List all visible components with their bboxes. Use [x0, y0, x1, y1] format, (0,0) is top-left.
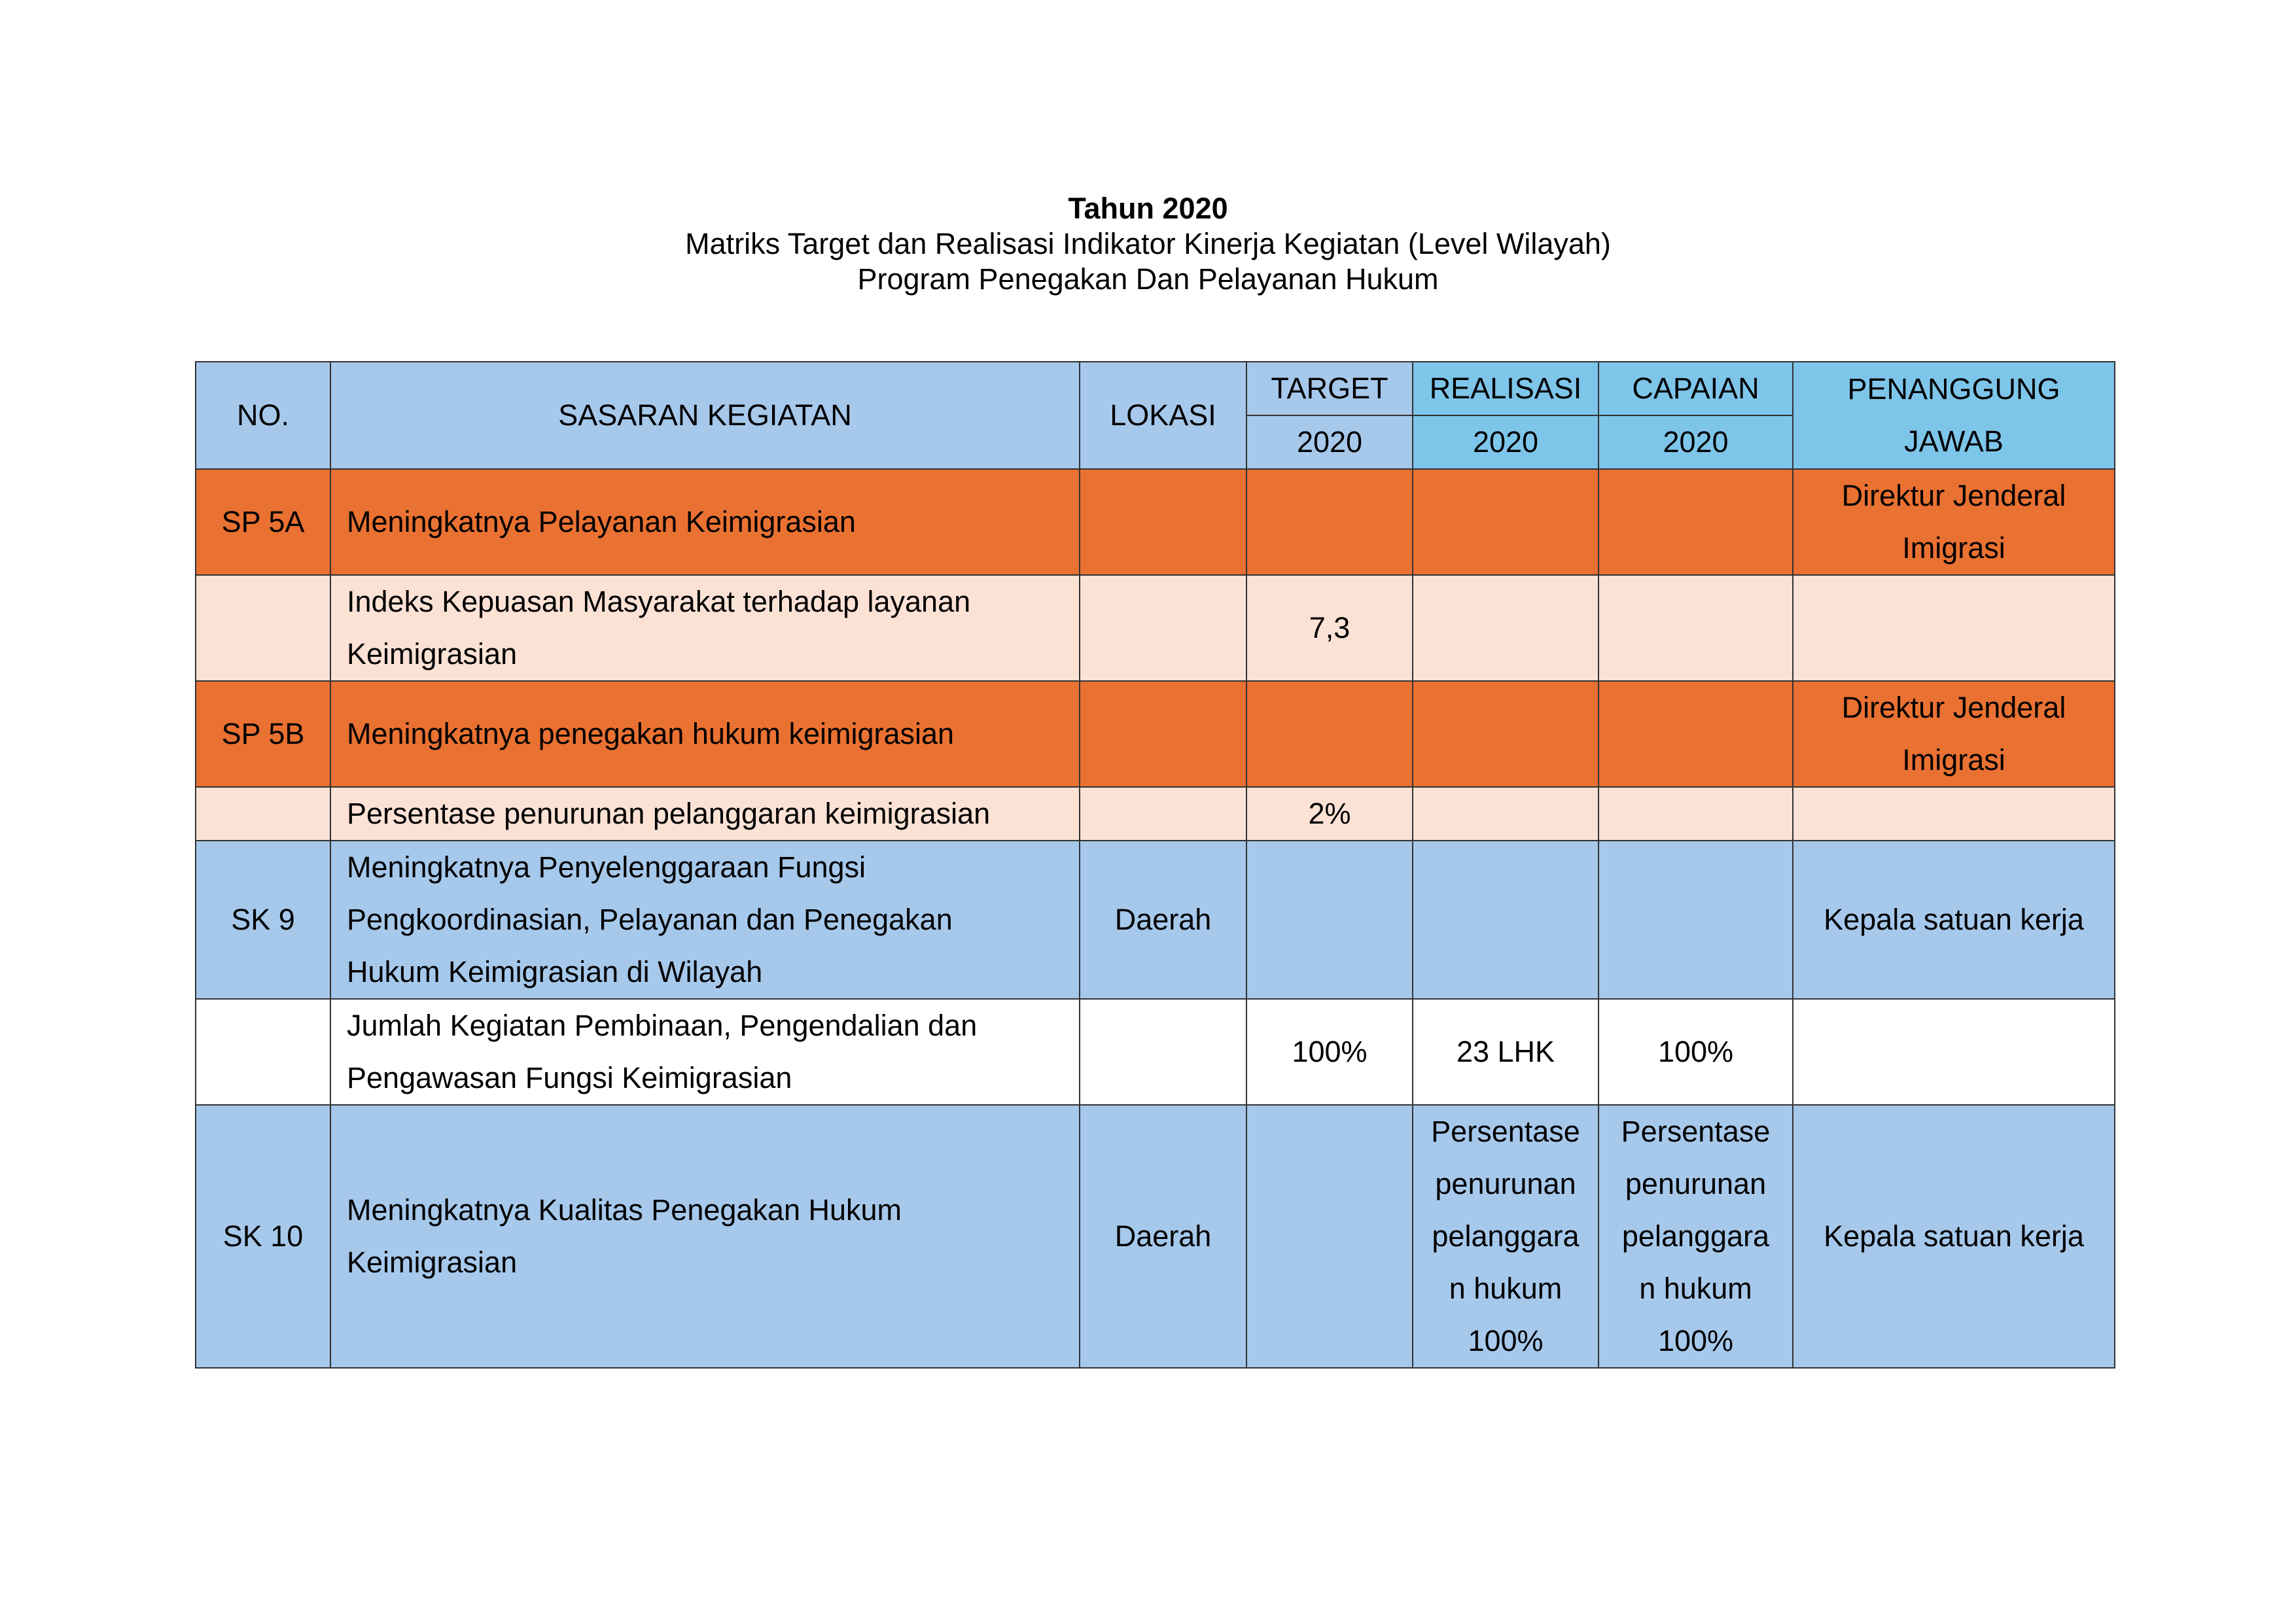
cell-sasaran-line: Pengawasan Fungsi Keimigrasian	[347, 1061, 792, 1094]
cell-pj	[1793, 999, 2115, 1105]
table-row	[196, 1105, 2115, 1368]
cell-target: 7,3	[1246, 575, 1413, 681]
table-row	[196, 999, 2115, 1105]
cell-target	[1246, 841, 1413, 999]
document-heading	[0, 191, 2296, 297]
cell-target	[1246, 681, 1413, 787]
cell-pj-line: Kepala satuan kerja	[1824, 903, 2084, 936]
cell-lokasi	[1080, 469, 1246, 575]
cell-capaian	[1598, 999, 1793, 1105]
table-row	[196, 681, 2115, 787]
cell-sasaran-line: Indeks Kepuasan Masyarakat terhadap layanan	[347, 585, 971, 618]
cell-realisasi	[1413, 999, 1598, 1105]
matrix-body	[196, 469, 2115, 1368]
table-row	[196, 841, 2115, 999]
cell-realisasi	[1413, 787, 1598, 841]
cell-sasaran	[330, 1105, 1080, 1368]
header-capaian: CAPAIAN	[1598, 362, 1793, 415]
header-pj-line2: JAWAB	[1904, 425, 2004, 458]
cell-lokasi: Daerah	[1080, 841, 1246, 999]
cell-pj	[1793, 575, 2115, 681]
cell-lokasi: Daerah	[1080, 1105, 1246, 1368]
table-row	[196, 787, 2115, 841]
header-sasaran-kegiatan: SASARAN KEGIATAN	[330, 362, 1080, 469]
cell-sasaran-line: Pengkoordinasian, Pelayanan dan Penegakan	[347, 903, 953, 936]
cell-no: SK 10	[196, 1105, 330, 1368]
header-row	[196, 362, 2115, 415]
cell-realisasi-line: pelanggara	[1432, 1219, 1580, 1253]
header-target-year: 2020	[1246, 415, 1413, 469]
cell-target: 100%	[1246, 999, 1413, 1105]
header-capaian-year: 2020	[1598, 415, 1793, 469]
cell-sasaran	[330, 681, 1080, 787]
cell-realisasi-line: Persentase	[1431, 1115, 1580, 1148]
cell-sasaran-line: Meningkatnya Kualitas Penegakan Hukum	[347, 1193, 902, 1227]
cell-no: SP 5A	[196, 469, 330, 575]
cell-realisasi-line: penurunan	[1435, 1167, 1576, 1200]
table-row	[196, 469, 2115, 575]
cell-pj	[1793, 1105, 2115, 1368]
cell-pj-line: Kepala satuan kerja	[1824, 1219, 2084, 1253]
document-subtitle-1: Matriks Target dan Realisasi Indikator Kinerja Kegiatan (Level Wilayah)	[685, 227, 1611, 260]
cell-no: SK 9	[196, 841, 330, 999]
cell-pj-line: Direktur Jenderal	[1841, 691, 2066, 724]
cell-no: SP 5B	[196, 681, 330, 787]
cell-realisasi	[1413, 681, 1598, 787]
document-subtitle-2: Program Penegakan Dan Pelayanan Hukum	[857, 262, 1439, 296]
cell-capaian	[1598, 841, 1793, 999]
header-no: NO.	[196, 362, 330, 469]
header-realisasi-year: 2020	[1413, 415, 1598, 469]
cell-pj-line: Direktur Jenderal	[1841, 479, 2066, 512]
cell-pj	[1793, 841, 2115, 999]
cell-realisasi-line: n hukum	[1449, 1272, 1563, 1305]
cell-capaian-line: penurunan	[1625, 1167, 1767, 1200]
cell-lokasi	[1080, 681, 1246, 787]
cell-realisasi	[1413, 469, 1598, 575]
cell-lokasi	[1080, 787, 1246, 841]
cell-sasaran	[330, 787, 1080, 841]
cell-sasaran-line: Jumlah Kegiatan Pembinaan, Pengendalian dan	[347, 1009, 978, 1042]
cell-sasaran	[330, 469, 1080, 575]
cell-realisasi	[1413, 841, 1598, 999]
cell-capaian-line: 100%	[1657, 1035, 1734, 1068]
cell-sasaran-line: Persentase penurunan pelanggaran keimigrasian	[347, 797, 991, 830]
cell-capaian-line: pelanggara	[1621, 1219, 1770, 1253]
cell-target	[1246, 469, 1413, 575]
table-row	[196, 575, 2115, 681]
document-title: Tahun 2020	[1068, 192, 1228, 225]
cell-realisasi	[1413, 1105, 1598, 1368]
cell-capaian-line: 100%	[1657, 1324, 1734, 1357]
cell-pj-line: Imigrasi	[1902, 743, 2005, 777]
cell-target: 2%	[1246, 787, 1413, 841]
cell-sasaran-line: Meningkatnya Pelayanan Keimigrasian	[347, 505, 856, 538]
kinerja-matrix-table	[195, 361, 2115, 1369]
cell-realisasi-line: 23 LHK	[1456, 1035, 1555, 1068]
cell-capaian	[1598, 681, 1793, 787]
cell-pj	[1793, 681, 2115, 787]
header-penanggung-jawab	[1793, 362, 2115, 469]
cell-sasaran	[330, 841, 1080, 999]
cell-sasaran	[330, 999, 1080, 1105]
cell-sasaran-line: Hukum Keimigrasian di Wilayah	[347, 955, 763, 988]
cell-lokasi	[1080, 575, 1246, 681]
cell-no	[196, 575, 330, 681]
cell-realisasi-line: 100%	[1468, 1324, 1544, 1357]
cell-no	[196, 999, 330, 1105]
cell-sasaran	[330, 575, 1080, 681]
cell-capaian	[1598, 787, 1793, 841]
cell-lokasi	[1080, 999, 1246, 1105]
cell-sasaran-line: Keimigrasian	[347, 637, 518, 671]
cell-pj-line: Imigrasi	[1902, 531, 2005, 565]
cell-target	[1246, 1105, 1413, 1368]
cell-capaian	[1598, 1105, 1793, 1368]
header-realisasi: REALISASI	[1413, 362, 1598, 415]
header-target: TARGET	[1246, 362, 1413, 415]
header-pj-line1: PENANGGUNG	[1847, 372, 2060, 406]
cell-capaian-line: Persentase	[1621, 1115, 1771, 1148]
cell-capaian	[1598, 469, 1793, 575]
cell-sasaran-line: Keimigrasian	[347, 1246, 518, 1279]
cell-capaian-line: n hukum	[1639, 1272, 1752, 1305]
cell-pj	[1793, 469, 2115, 575]
cell-capaian	[1598, 575, 1793, 681]
header-lokasi: LOKASI	[1080, 362, 1246, 469]
cell-no	[196, 787, 330, 841]
cell-realisasi	[1413, 575, 1598, 681]
cell-pj	[1793, 787, 2115, 841]
cell-sasaran-line: Meningkatnya penegakan hukum keimigrasian	[347, 717, 955, 750]
cell-sasaran-line: Meningkatnya Penyelenggaraan Fungsi	[347, 850, 866, 884]
